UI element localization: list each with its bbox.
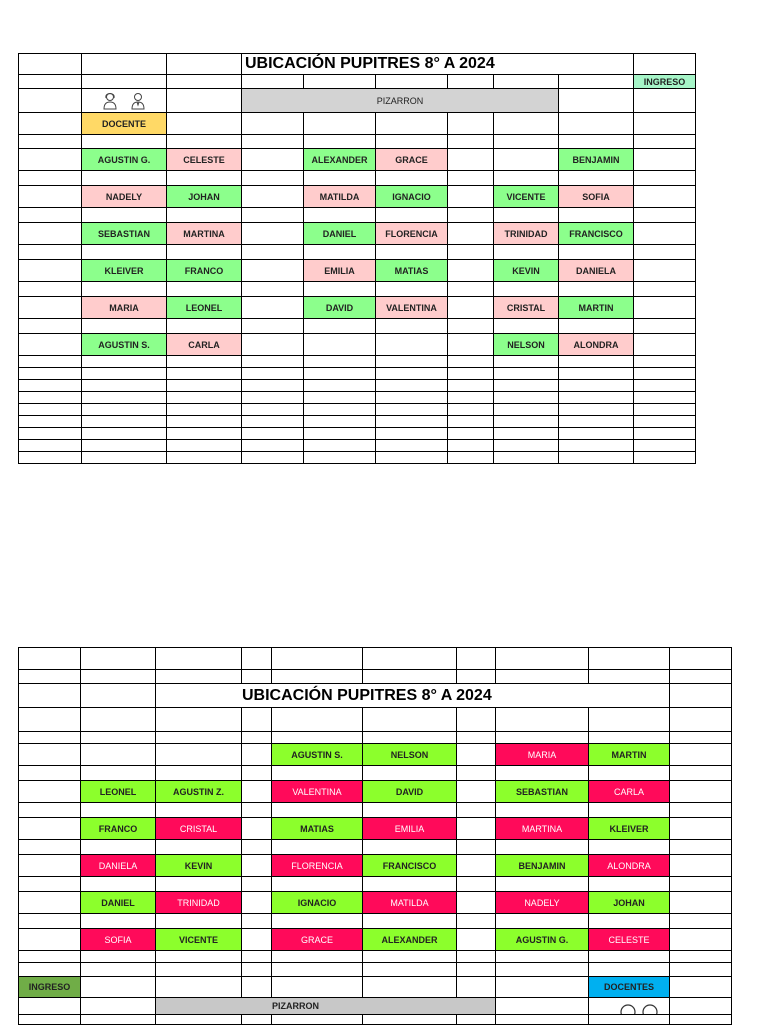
desk: ALONDRA: [559, 334, 634, 356]
desk: FRANCO: [167, 260, 242, 282]
desk: [156, 744, 242, 766]
desk: [376, 334, 448, 356]
desk: MARIA: [82, 297, 167, 319]
desk: CELESTE: [589, 929, 670, 951]
desk: FLORENCIA: [376, 223, 448, 245]
desk: DAVID: [304, 297, 376, 319]
teacher-female-icon: [103, 92, 117, 110]
desk: [304, 334, 376, 356]
bottom-pizarron: PIZARRON: [156, 998, 496, 1015]
desk: AGUSTIN G.: [496, 929, 589, 951]
teacher-icons-partial: [619, 1002, 659, 1015]
desk: CELESTE: [167, 149, 242, 171]
desk: NADELY: [82, 186, 167, 208]
desk: MATIAS: [272, 818, 363, 840]
desk: CRISTAL: [156, 818, 242, 840]
desk: ALONDRA: [589, 855, 670, 877]
teacher-icons: [82, 89, 167, 113]
desk: [81, 744, 156, 766]
bottom-title: UBICACIÓN PUPITRES 8° A 2024: [156, 684, 670, 708]
desk: IGNACIO: [376, 186, 448, 208]
desk: BENJAMIN: [496, 855, 589, 877]
bottom-seating-sheet: [18, 647, 732, 1025]
desk: AGUSTIN S.: [272, 744, 363, 766]
desk: CRISTAL: [494, 297, 559, 319]
desk: NELSON: [494, 334, 559, 356]
desk: EMILIA: [304, 260, 376, 282]
desk: IGNACIO: [272, 892, 363, 914]
desk: JOHAN: [167, 186, 242, 208]
desk: MARTIN: [559, 297, 634, 319]
desk: SOFIA: [559, 186, 634, 208]
desk: CARLA: [167, 334, 242, 356]
desk: GRACE: [272, 929, 363, 951]
bottom-docentes-label: DOCENTES: [589, 977, 670, 998]
desk: [494, 149, 559, 171]
top-pizarron: PIZARRON: [242, 89, 559, 113]
desk: KLEIVER: [589, 818, 670, 840]
desk: TRINIDAD: [494, 223, 559, 245]
desk: VALENTINA: [376, 297, 448, 319]
desk: DANIELA: [81, 855, 156, 877]
desk: JOHAN: [589, 892, 670, 914]
desk: MATILDA: [363, 892, 457, 914]
desk: NELSON: [363, 744, 457, 766]
desk: SEBASTIAN: [82, 223, 167, 245]
desk: DANIELA: [559, 260, 634, 282]
desk: MARTINA: [496, 818, 589, 840]
desk: ALEXANDER: [304, 149, 376, 171]
desk: VALENTINA: [272, 781, 363, 803]
desk: KLEIVER: [82, 260, 167, 282]
desk: SOFIA: [81, 929, 156, 951]
desk: VICENTE: [494, 186, 559, 208]
desk: MATIAS: [376, 260, 448, 282]
top-seating-sheet: [18, 53, 696, 464]
bottom-ingreso-label: INGRESO: [19, 977, 81, 998]
desk: DANIEL: [81, 892, 156, 914]
desk: MARIA: [496, 744, 589, 766]
top-docente-label: DOCENTE: [82, 113, 167, 135]
desk: MATILDA: [304, 186, 376, 208]
desk: GRACE: [376, 149, 448, 171]
desk: TRINIDAD: [156, 892, 242, 914]
desk: MARTINA: [167, 223, 242, 245]
desk: AGUSTIN Z.: [156, 781, 242, 803]
teacher-icons-bottom: [589, 998, 670, 1015]
desk: VICENTE: [156, 929, 242, 951]
desk: LEONEL: [167, 297, 242, 319]
desk: DAVID: [363, 781, 457, 803]
desk: EMILIA: [363, 818, 457, 840]
desk: AGUSTIN S.: [82, 334, 167, 356]
top-title: UBICACIÓN PUPITRES 8° A 2024: [242, 54, 634, 75]
desk: FLORENCIA: [272, 855, 363, 877]
desk: KEVIN: [156, 855, 242, 877]
desk: NADELY: [496, 892, 589, 914]
top-ingreso-label: INGRESO: [634, 75, 696, 89]
desk: ALEXANDER: [363, 929, 457, 951]
desk: FRANCISCO: [559, 223, 634, 245]
desk: FRANCO: [81, 818, 156, 840]
desk: MARTIN: [589, 744, 670, 766]
teacher-male-icon: [131, 92, 145, 110]
desk: CARLA: [589, 781, 670, 803]
desk: SEBASTIAN: [496, 781, 589, 803]
desk: KEVIN: [494, 260, 559, 282]
desk: AGUSTIN G.: [82, 149, 167, 171]
desk: DANIEL: [304, 223, 376, 245]
desk: LEONEL: [81, 781, 156, 803]
desk: FRANCISCO: [363, 855, 457, 877]
desk: BENJAMIN: [559, 149, 634, 171]
